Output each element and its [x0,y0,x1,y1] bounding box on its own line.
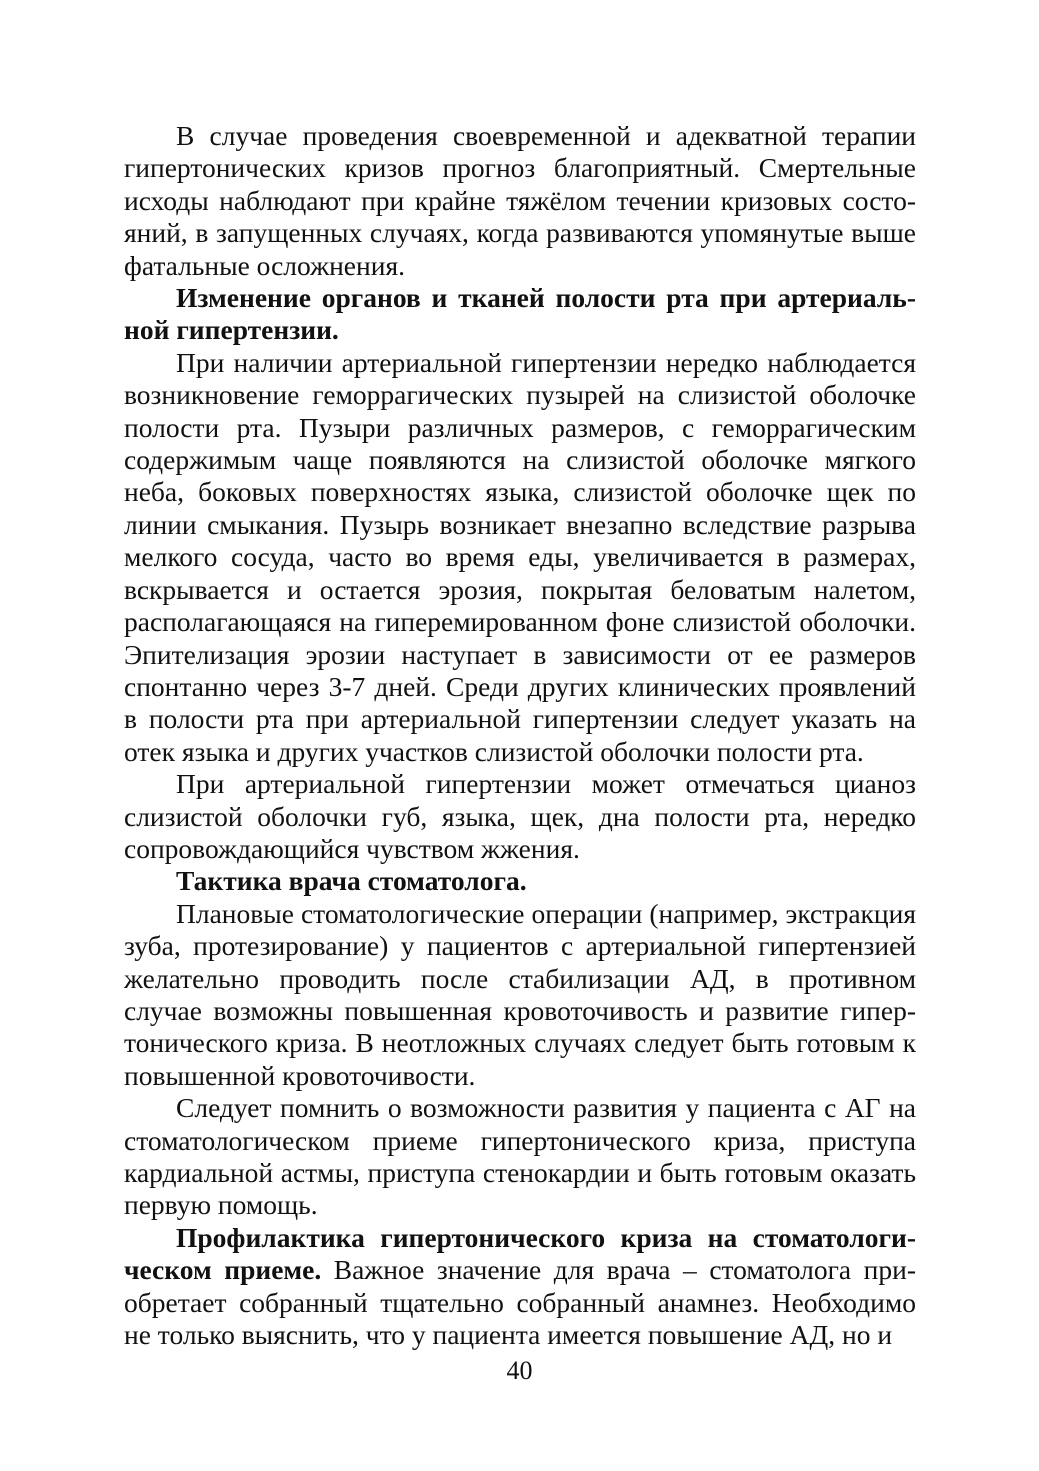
section-heading-oral-changes: Изменение органов и тканей полости рта при артериальной гипертензии. [124,282,916,346]
page-number: 40 [506,1356,533,1385]
paragraph-prognosis: В случае проведения своевременной и адекватной терапии гипертонических кризов прогноз благоприятный. Смертельные исходы наблюдают при крайне тяжёлом течении кризовых состояний, в запущенных случаях, когда развиваются упомянутые выше фатальные осложнения. [124,120,916,281]
paragraph-oral-manifestations: При наличии артериальной гипертензии нередко наблюдается возникновение геморрагических пузырей на слизистой оболочке полости рта. Пузыри различных размеров, с геморрагическим содержимым чаще появляются на слизистой оболочке мягкого неба, боковых поверхностях языка, слизистой оболочке щек по линии смыкания. Пузырь возникает внезапно вследствие разрыва мелкого сосуда, часто во время еды, увеличивается в размерах, вскрывается и остается эрозия, покрытая беловатым налетом, располагающаяся на гиперемированном фоне слизистой оболочки. Эпителизация эрозии наступает в зависимости от ее размеров спонтанно через 3-7 дней. Среди других клинических проявлений в полости рта при артериальной гипертензии следует указать на отек языка и других участков слизистой оболочки полости рта. [124,346,916,767]
prevention-heading: Профилактика гипертонического криза на стоматологическом приеме. [124,1221,916,1286]
section-heading-tactics: Тактика врача стоматолога. [176,865,527,897]
paragraph-planned-operations: Плановые стоматологические операции (например, экстракция зуба, протезирование) у пациентов с артериальной гипертензией желательно проводить после стабилизации АД, в противном случае возможны повышенная кровоточивость и развитие гипертонического криза. В неотложных случаях следует быть готовым к повышенной кровоточивости. [124,897,916,1091]
paragraph-be-ready: Следует помнить о возможности развития у пациента с АГ на стоматологическом приеме гипертонического криза, приступа кардиальной астмы, приступа стенокардии и быть готовым оказать первую помощь. [124,1092,916,1221]
document-page [124,120,916,1420]
prevention-text: Важное значение для врача – стоматолога приобретает собранный тщательно собранный анамнез. Необходимо не только выяснить, что у пациента имеется повышение АД, но и [124,1254,916,1351]
paragraph-prevention [124,1222,916,1352]
paragraph-cyanosis: При артериальной гипертензии может отмечаться цианоз слизистой оболочки губ, языка, щек, дна полости рта, нередко сопровождающийся чувством жжения. [124,768,916,864]
